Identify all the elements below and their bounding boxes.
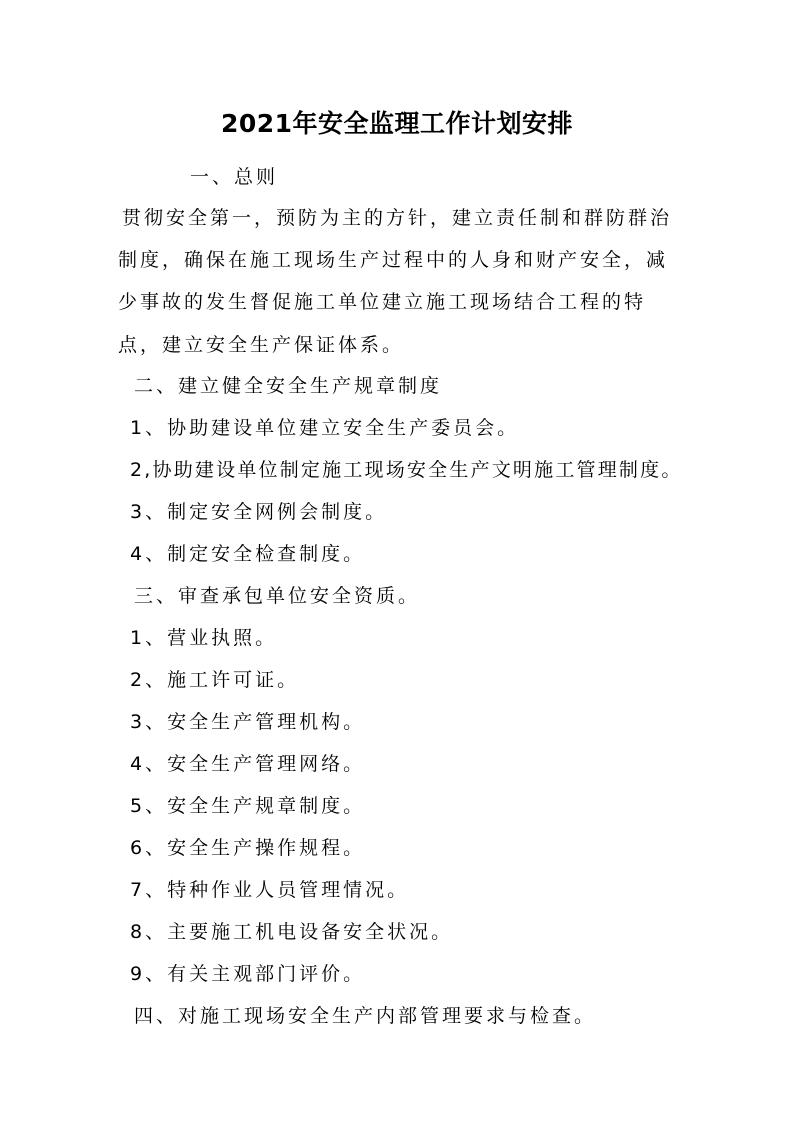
general-paragraph: 贯彻安全第一，预防为主的方针，建立责任制和群防群治制度，确保在施工现场生产过程中的人身和财产安全，减少事故的发生督促施工单位建立施工现场结合工程的特点，建立安全生产保证体系。 [118, 207, 673, 356]
list-item: 5、安全生产规章制度。 [130, 795, 366, 817]
list-item: 8、主要施工机电设备安全状况。 [130, 921, 454, 943]
section-heading-general: 一、总则 [190, 166, 279, 188]
list-item: 3、制定安全网例会制度。 [130, 501, 388, 523]
section-heading-site-management: 四、对施工现场安全生产内部管理要求与检查。 [134, 1005, 597, 1027]
list-item: 4、制定安全检查制度。 [130, 543, 366, 565]
list-item: 9、有关主观部门评价。 [130, 963, 366, 985]
section-heading-qualifications: 三、审查承包单位安全资质。 [134, 585, 421, 607]
document-title: 2021年安全监理工作计划安排 [220, 109, 574, 138]
list-item: 1、协助建设单位建立安全生产委员会。 [130, 417, 520, 439]
list-item: 2,协助建设单位制定施工现场安全生产文明施工管理制度。 [130, 459, 683, 481]
list-item: 7、特种作业人员管理情况。 [130, 879, 410, 901]
list-item: 1、营业执照。 [130, 627, 278, 649]
list-item: 4、安全生产管理网络。 [130, 753, 366, 775]
list-item: 2、施工许可证。 [130, 669, 300, 691]
list-item: 6、安全生产操作规程。 [130, 837, 366, 859]
list-item: 3、安全生产管理机构。 [130, 711, 366, 733]
section-heading-regulations: 二、建立健全安全生产规章制度 [134, 375, 443, 397]
